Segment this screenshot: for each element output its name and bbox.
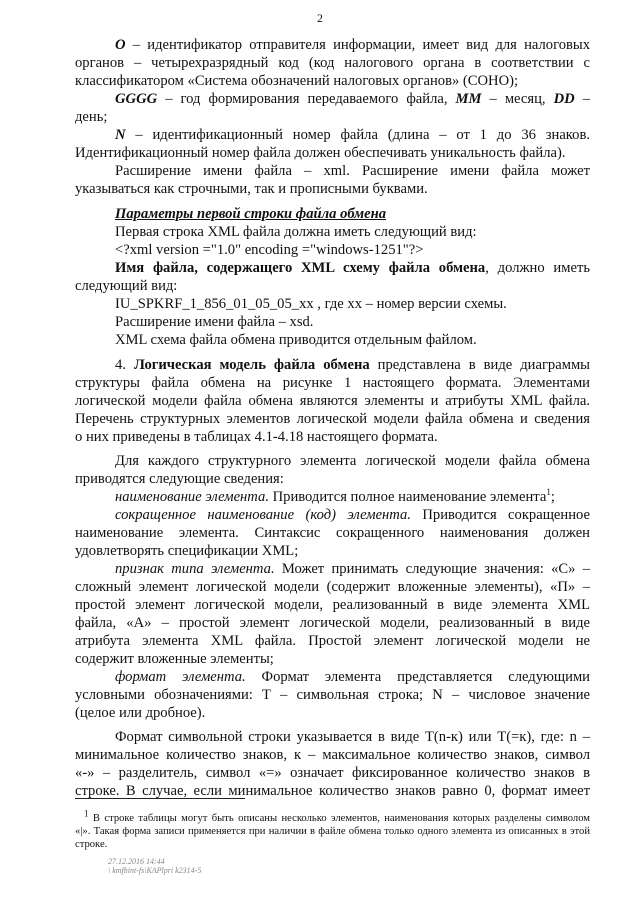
text-line: XML схема файла обмена приводится отдельным файлом. bbox=[115, 332, 477, 348]
footnote-line: $^1$ В строке таблицы могут быть описаны несколько элементов, наименования которых разделены символом bbox=[84, 808, 590, 824]
footnote-mark: 1 bbox=[546, 487, 551, 498]
text-line: день; bbox=[75, 109, 108, 125]
text-line: удовлетворять спецификации XML; bbox=[75, 543, 299, 559]
text-line: наименование элемента. Синтаксис сокращенного наименования должен bbox=[75, 525, 590, 541]
text-line: сложный элемент логической модели (содержит вложенные элементы), «П» – bbox=[75, 579, 590, 595]
schema-file-name: IU_SPKRF_1_856_01_05_05_xx , где хх – номер версии схемы. bbox=[115, 296, 507, 312]
xml-declaration: <?xml version ="1.0" encoding ="windows-1251"?> bbox=[115, 242, 424, 258]
text-line: формат элемента. Формат элемента представляется следующими bbox=[115, 669, 590, 685]
text-line: Для каждого структурного элемента логической модели файла обмена bbox=[115, 453, 590, 469]
text-line: файла, «А» – простой элемент логической модели, реализованный в виде bbox=[75, 615, 590, 631]
print-stamp-path: \ kmfhint-fs\KAPlpri k2314-5 bbox=[108, 866, 202, 875]
text-line: строке. В случае, если минимальное количество знаков равно 0, формат имеет bbox=[75, 783, 590, 799]
text-line: Идентификационный номер файла должен обеспечивать уникальность файла). bbox=[75, 145, 566, 161]
section-heading: Параметры первой строки файла обмена bbox=[115, 206, 387, 222]
text-line: простой элемент логической модели, реализованный в виде элемента XML bbox=[75, 597, 590, 613]
footnote-divider bbox=[75, 798, 245, 799]
text-line: GGGG – год формирования передаваемого файла, MM – месяц, DD – bbox=[115, 91, 590, 107]
text-line: наименование элемента. Приводится полное наименование элемента$^1$; bbox=[115, 487, 555, 505]
text-line: структуры файла обмена на рисунке 1 настоящего формата. Элементами bbox=[75, 375, 590, 391]
text-line: 4. Логическая модель файла обмена представлена в виде диаграммы bbox=[115, 357, 590, 373]
text-line: (целое или дробное). bbox=[75, 705, 206, 721]
text-line: указываться как строчными, так и прописными буквами. bbox=[75, 181, 428, 197]
text-line: O – идентификатор отправителя информации, имеет вид для налоговых bbox=[115, 37, 590, 53]
text-line: приводятся следующие сведения: bbox=[75, 471, 284, 487]
text-line: органов – четырехразрядный код (код налогового органа в соответствии с bbox=[75, 55, 590, 71]
text-line: N – идентификационный номер файла (длина – от 1 до 36 знаков. bbox=[115, 127, 590, 143]
text-line: Первая строка XML файла должна иметь следующий вид: bbox=[115, 224, 477, 240]
text-line: Имя файла, содержащего XML схему файла обмена, должно иметь bbox=[115, 260, 590, 276]
text-line: Перечень структурных элементов логической модели файла обмена и сведения bbox=[75, 411, 590, 427]
text-line: логической модели файла обмена являются элементы и атрибуты XML файла. bbox=[75, 393, 590, 409]
footnote-line: «|». Такая форма записи применяется при наличии в файле обмена только одного элемента из описанных в этой bbox=[75, 826, 590, 837]
text-line: признак типа элемента. Может принимать следующие значения: «С» – bbox=[115, 561, 590, 577]
text-line: условными обозначениями: Т – символьная строка; N – числовое значение bbox=[75, 687, 590, 703]
print-stamp-date: 27.12.2016 14:44 bbox=[108, 857, 165, 866]
text-line: содержит вложенные элементы; bbox=[75, 651, 274, 667]
text-line: о них приведены в таблицах 4.1-4.18 настоящего формата. bbox=[75, 429, 438, 445]
text-line: Расширение имени файла – xsd. bbox=[115, 314, 314, 330]
text-line: классификатором «Система обозначений налоговых органов» (СОНО); bbox=[75, 73, 519, 89]
text-line: Расширение имени файла – xml. Расширение имени файла может bbox=[115, 163, 590, 179]
text-line: следующий вид: bbox=[75, 278, 178, 294]
text-line: минимальное количество знаков, к – максимальное количество знаков, символ bbox=[75, 747, 590, 763]
footnote-number: 1 bbox=[84, 808, 89, 819]
page-number: 2 bbox=[317, 11, 323, 25]
footnote-line: строке. bbox=[75, 839, 108, 850]
text-line: атрибута элемента XML файла. Простой элемент логической модели не bbox=[75, 633, 590, 649]
text-line: «-» – разделитель, символ «=» означает фиксированное количество знаков в bbox=[75, 765, 590, 781]
text-line: Формат символьной строки указывается в виде Т(n-к) или Т(=к), где: n – bbox=[115, 729, 590, 745]
text-line: сокращенное наименование (код) элемента. Приводится сокращенное bbox=[115, 507, 590, 523]
